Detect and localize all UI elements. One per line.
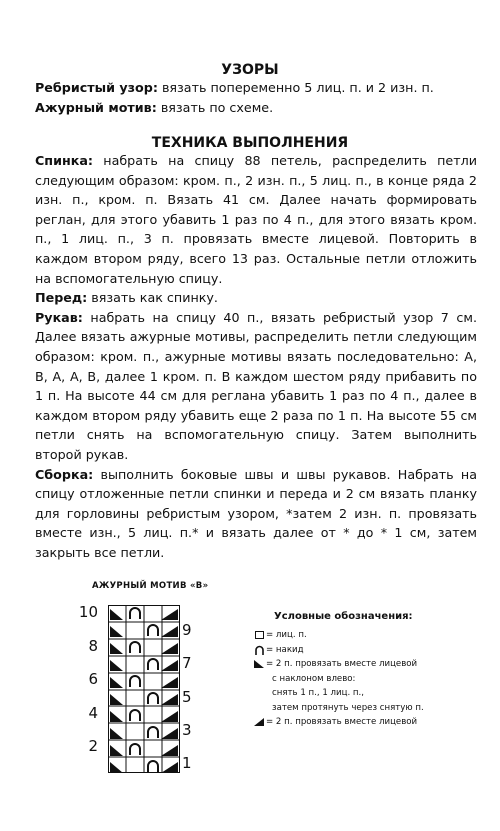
row-number: 10 bbox=[78, 603, 98, 621]
row-number: 9 bbox=[182, 621, 192, 639]
yarn-over-icon bbox=[130, 608, 140, 619]
k2tog-right-icon bbox=[161, 609, 178, 620]
yarn-over-icon bbox=[148, 659, 158, 670]
yarn-over-icon bbox=[130, 642, 140, 653]
sleeve-text: набрать на спицу 40 п., вязать ребристый узор 7 см. Далее вязать ажурные мотивы, распределить петли следующим образом: кром. п., ажурные мотивы вязать последовательно: А, В, А, А, В, далее 1 кром. п. В каждом шестом ряду прибавить по 1 п. На высоте 44 см для реглана убавить 1 раз по 4 п., далее в каждом втором ряду убавить еще 2 раза по 1 п. На высоте 55 см петли снять на вспомогательную спицу. Затем выполнить второй рукав. bbox=[35, 309, 477, 462]
legend-knit-text: = лиц. п. bbox=[266, 630, 307, 640]
row-number: 3 bbox=[182, 721, 192, 739]
chart-grid bbox=[108, 605, 180, 773]
yarn-over-icon bbox=[148, 761, 158, 772]
legend-k2tog-left-text: = 2 п. провязать вместе лицевой bbox=[266, 659, 418, 669]
back-text: набрать на спицу 88 петель, распределить петли следующим образом: кром. п., 2 изн. п., 5 лиц. п., в конце ряда 2 изн. п., кром. п. Вязать 41 см. Далее начать формировать реглан, для этого убавить 1 раз по 4 п., для этого вязать кром. п., 1 лиц. п., 3 п. провязать вместе лицевой. Повторить в каждом втором ряду, всего 13 раз. Остальные петли отложить на вспомогательную спицу. bbox=[35, 153, 477, 286]
row-number: 2 bbox=[88, 737, 98, 755]
legend-k2tog-left-text: с наклоном влево: bbox=[272, 673, 356, 684]
row-number: 6 bbox=[88, 670, 98, 688]
k2tog-left-icon bbox=[110, 609, 123, 620]
row-number: 5 bbox=[182, 688, 192, 706]
patterns-block bbox=[35, 78, 477, 117]
k2tog-right-icon bbox=[252, 717, 266, 727]
legend-k2tog-left-text: снять 1 п., 1 лиц. п., bbox=[272, 688, 365, 698]
row-number: 8 bbox=[88, 637, 98, 655]
legend-item bbox=[252, 715, 500, 730]
sleeve-paragraph bbox=[35, 308, 477, 465]
legend-k2tog-right-text: = 2 п. провязать вместе лицевой bbox=[266, 717, 418, 727]
k2tog-right-icon bbox=[161, 643, 178, 654]
yarn-over-icon bbox=[130, 676, 140, 687]
yarn-over-icon bbox=[148, 727, 158, 738]
k2tog-right-icon bbox=[161, 677, 178, 688]
ribbed-pattern-line bbox=[35, 78, 477, 98]
legend-item bbox=[252, 628, 500, 643]
legend-item bbox=[252, 657, 500, 672]
k2tog-left-icon bbox=[110, 677, 123, 688]
legend-item bbox=[252, 686, 500, 701]
ribbed-pattern-label: Ребристый узор: bbox=[35, 80, 158, 95]
k2tog-right-icon bbox=[161, 711, 178, 722]
back-label: Спинка: bbox=[35, 153, 93, 168]
k2tog-right-icon bbox=[161, 745, 178, 756]
row-number: 4 bbox=[88, 704, 98, 722]
k2tog-left-icon bbox=[110, 660, 123, 671]
k2tog-left-icon bbox=[110, 745, 123, 756]
k2tog-right-icon bbox=[161, 694, 178, 705]
legend-item bbox=[252, 643, 500, 658]
sleeve-label: Рукав: bbox=[35, 309, 83, 325]
yarn-over-icon bbox=[130, 710, 140, 721]
row-number: 1 bbox=[182, 754, 192, 772]
back-paragraph bbox=[35, 151, 477, 288]
k2tog-right-icon bbox=[161, 728, 178, 739]
row-number: 7 bbox=[182, 654, 192, 672]
k2tog-left-icon bbox=[110, 762, 123, 773]
legend-k2tog-left-text: затем протянуть через снятую п. bbox=[272, 702, 424, 713]
legend-item bbox=[252, 672, 500, 687]
chart-title: АЖУРНЫЙ МОТИВ «В» bbox=[92, 581, 209, 591]
knitting-chart bbox=[108, 605, 180, 773]
technique-block bbox=[35, 151, 477, 562]
front-paragraph bbox=[35, 288, 477, 308]
k2tog-left-icon bbox=[252, 659, 266, 669]
patterns-heading: УЗОРЫ bbox=[221, 62, 279, 78]
ribbed-pattern-text: вязать попеременно 5 лиц. п. и 2 изн. п. bbox=[157, 80, 434, 95]
openwork-motif-label: Ажурный мотив: bbox=[35, 99, 157, 115]
legend-item bbox=[252, 701, 500, 716]
yarn-over-icon bbox=[148, 625, 158, 636]
front-text: вязать как спинку. bbox=[87, 290, 218, 306]
assembly-paragraph bbox=[35, 465, 477, 563]
technique-heading: ТЕХНИКА ВЫПОЛНЕНИЯ bbox=[151, 135, 349, 151]
yarn-over-icon bbox=[252, 645, 266, 655]
legend bbox=[252, 611, 500, 730]
openwork-motif-text: вязать по схеме. bbox=[156, 99, 274, 115]
front-label: Перед: bbox=[35, 290, 88, 306]
yarn-over-icon bbox=[130, 744, 140, 755]
k2tog-left-icon bbox=[110, 694, 123, 705]
yarn-over-icon bbox=[148, 693, 158, 704]
k2tog-left-icon bbox=[110, 643, 123, 654]
k2tog-left-icon bbox=[110, 711, 123, 722]
legend-title: Условные обозначения: bbox=[274, 611, 413, 622]
assembly-text: выполнить боковые швы и швы рукавов. Набрать на спицу отложенные петли спинки и переда и 2 см вязать планку для горловины ребристым узором, *затем 2 изн. п. провязать вместе изн., 5 лиц. п.* и вязать далее от * до * 1 см, затем закрыть все петли. bbox=[35, 466, 477, 560]
k2tog-right-icon bbox=[161, 626, 178, 637]
legend-yarn-over-text: = накид bbox=[266, 644, 304, 655]
openwork-motif-line bbox=[35, 98, 477, 118]
k2tog-left-icon bbox=[110, 728, 123, 739]
assembly-label: Сборка: bbox=[35, 466, 94, 482]
k2tog-left-icon bbox=[110, 626, 123, 637]
k2tog-right-icon bbox=[161, 660, 178, 671]
k2tog-right-icon bbox=[161, 762, 178, 773]
knit-stitch-icon bbox=[252, 630, 266, 640]
